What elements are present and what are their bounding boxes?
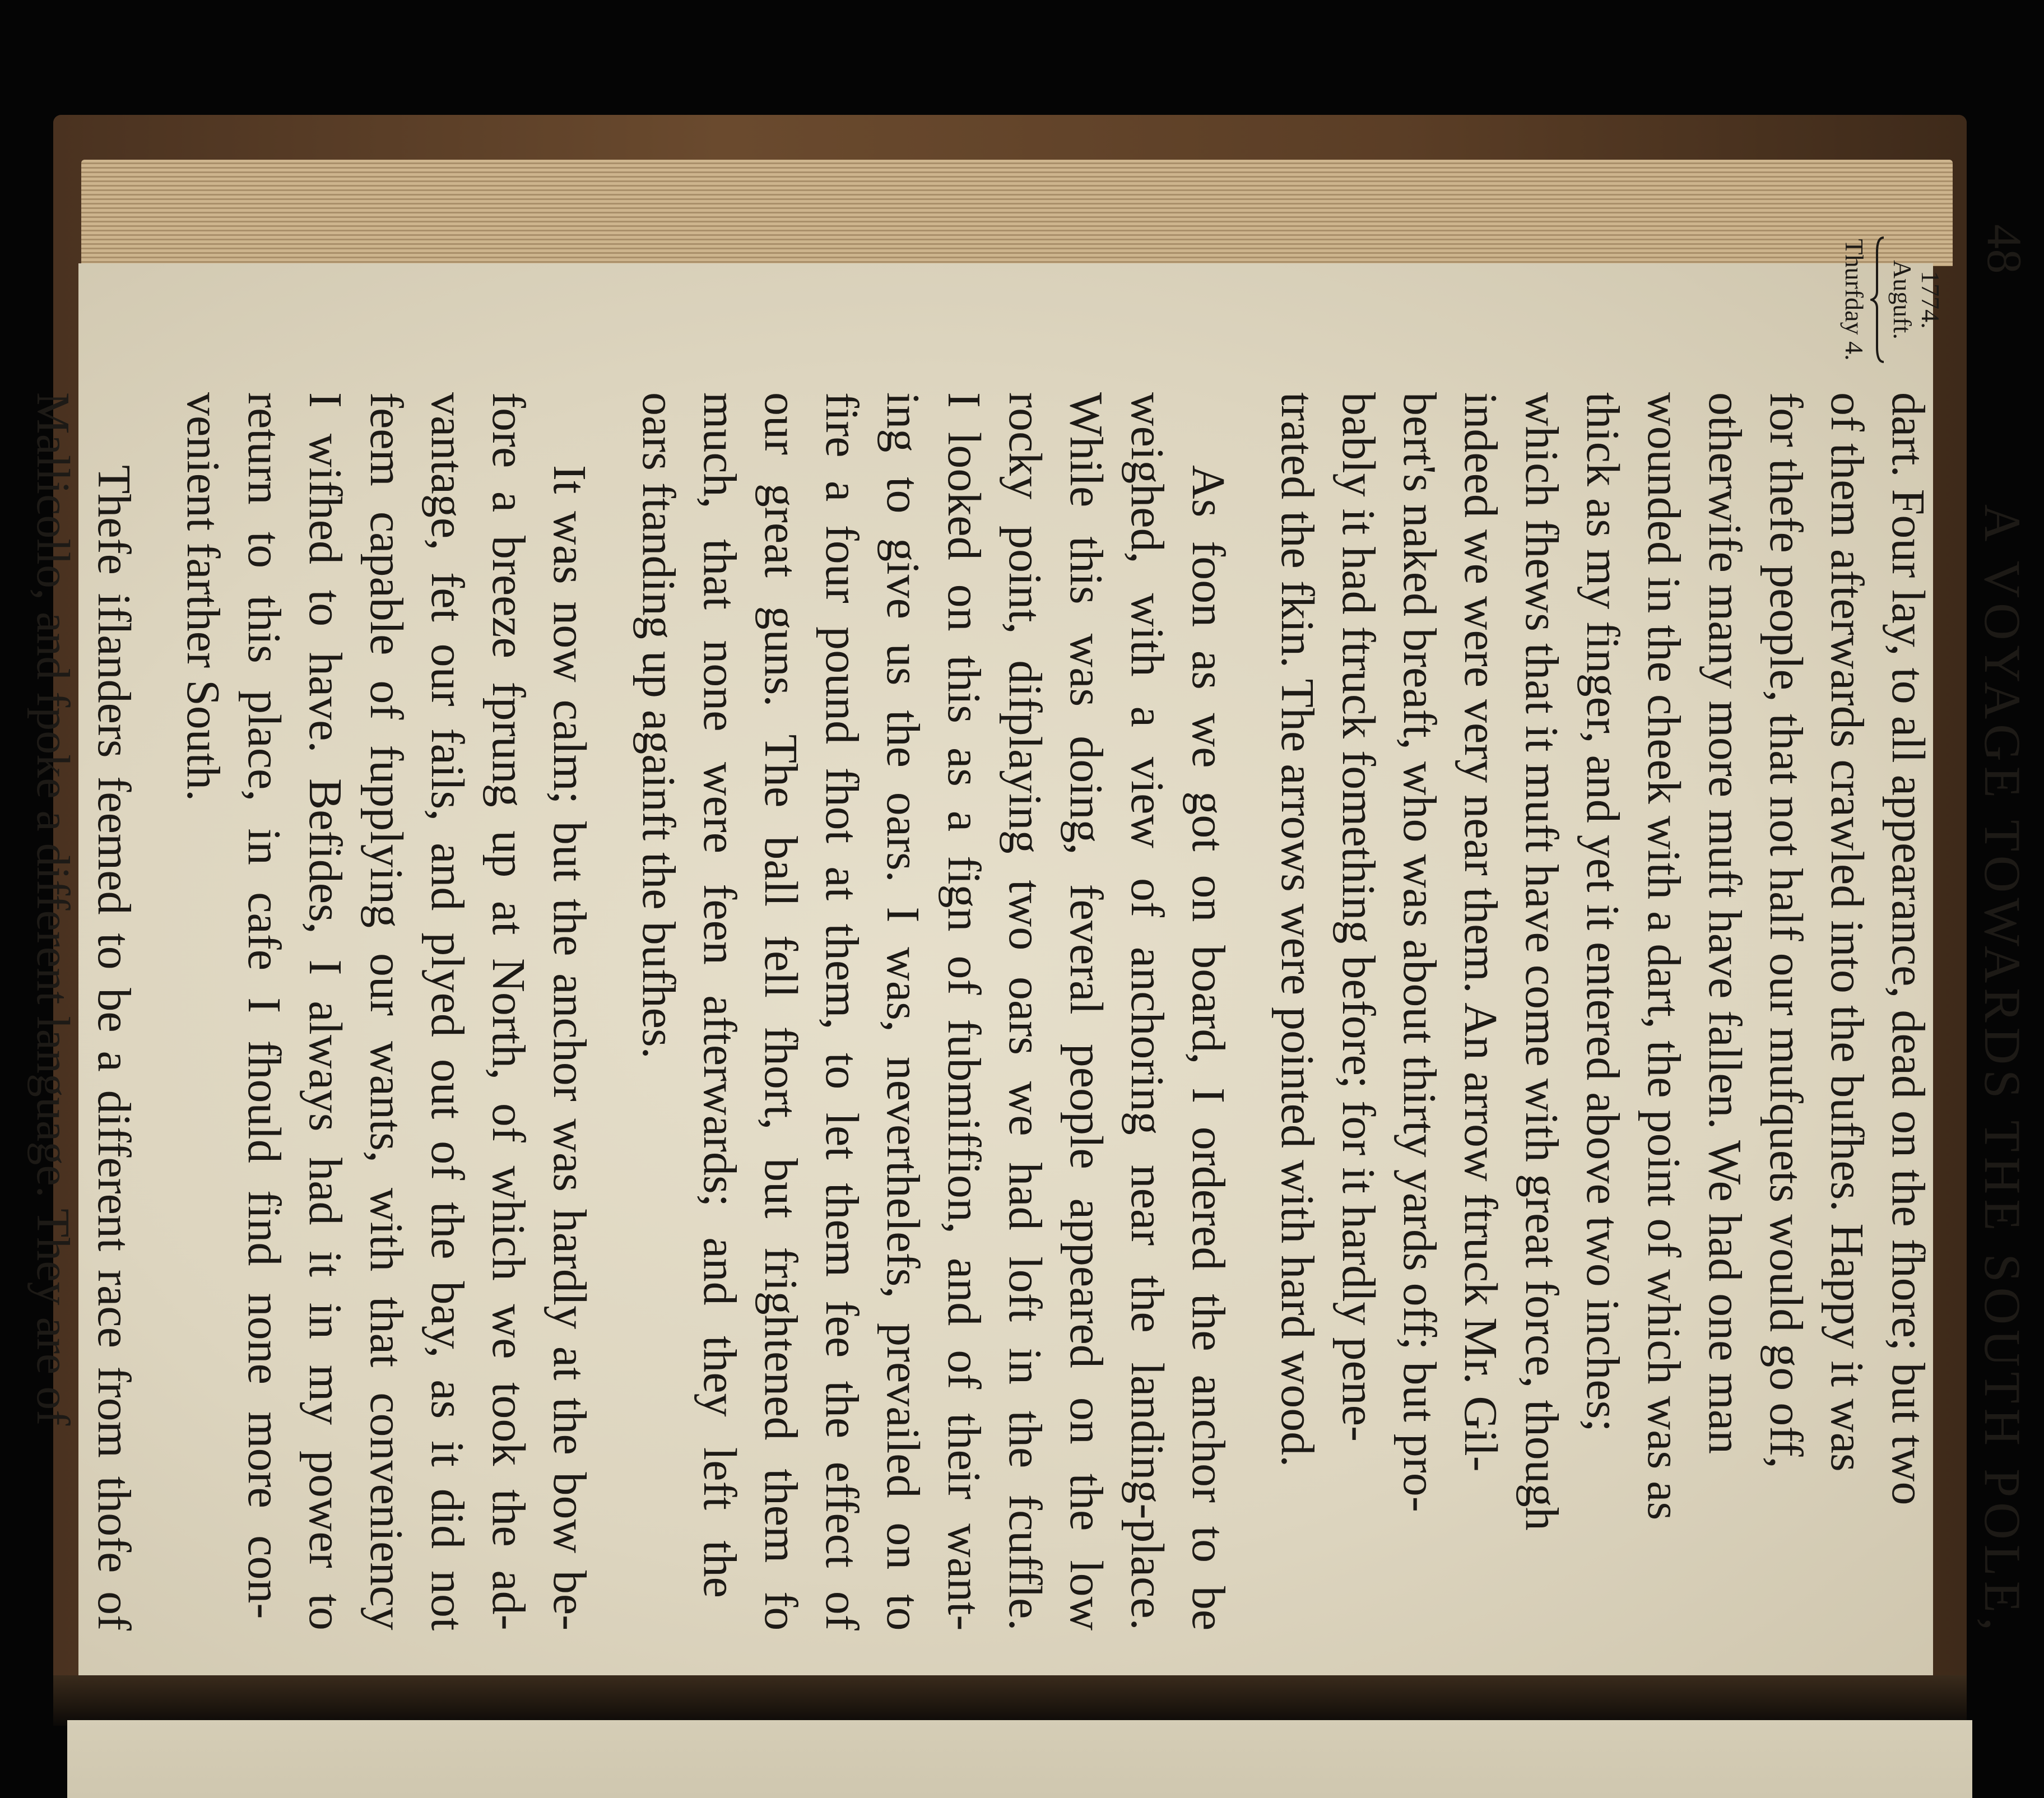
text-line: thick as my finger, and yet it entered above two inches;: [1577, 392, 1629, 1432]
text-line: feem capable of fupplying our wants, with that conveniency: [360, 392, 412, 1630]
rotated-text-layer: [27, 224, 2031, 1658]
text-line: rocky point, difplaying two oars we had loft in the fcuffle.: [999, 392, 1051, 1631]
side-note-day: Thurfday 4.: [1840, 239, 1869, 361]
page-number: 48: [1977, 224, 2031, 274]
text-line: As foon as we got on board, I ordered the anchor to be: [1182, 465, 1234, 1631]
text-line: bert's naked breaft, who was about thirty yards off; but pro-: [1393, 392, 1446, 1512]
text-line: trated the fkin. The arrows were pointed with hard wood.: [1271, 392, 1323, 1467]
text-line: fire a four pound fhot at them, to let them fee the effect of: [816, 392, 868, 1630]
side-note-month: Auguft.: [1888, 260, 1917, 340]
text-line: otherwife many more muft have fallen. We had one man: [1699, 392, 1751, 1455]
paragraph: [628, 224, 1239, 1631]
text-line: While this was doing, feveral people appeared on the low: [1060, 392, 1112, 1631]
side-note-year: 1774.: [1916, 271, 1945, 329]
text-line: ing to give us the oars. I was, neverthelefs, prevailed on to: [877, 392, 929, 1631]
text-line: vantage, fet our fails, and plyed out of the bay, as it did not: [421, 392, 473, 1631]
text-line: I looked on this as a fign of fubmiffion, and of their want-: [938, 392, 990, 1631]
text-line: much, that none were feen afterwards; and they left the: [694, 392, 746, 1598]
text-line: indeed we were very near them. An arrow ftruck Mr. Gil-: [1455, 392, 1507, 1472]
book-gutter: [53, 1675, 1967, 1726]
text-line: dart. Four lay, to all appearance, dead on the fhore; but two: [1882, 392, 1934, 1506]
text-line: weighed, with a view of anchoring near the landing-place.: [1121, 392, 1173, 1630]
running-head: A VOYAGE TOWARDS THE SOUTH POLE,: [1974, 504, 2031, 1636]
text-line: bably it had ftruck fomething before; for it hardly pene-: [1332, 392, 1385, 1442]
text-line: return to this place, in cafe I fhould find none more con-: [238, 392, 290, 1619]
text-line: of them afterwards crawled into the bufhes. Happy it was: [1821, 392, 1873, 1472]
text-line: our great guns. The ball fell fhort, but frightened them fo: [755, 392, 807, 1631]
text-line: for thefe people, that not half our mufquets would go off,: [1760, 392, 1812, 1469]
side-note: [1840, 224, 1944, 375]
text-line: venient farther South.: [177, 392, 229, 802]
brace-icon: [1870, 235, 1886, 364]
paragraph: [173, 224, 600, 1631]
text-line: I wifhed to have. Befides, I always had it in my power to: [299, 392, 351, 1630]
text-line: fore a breeze fprung up at North, of which we took the ad-: [482, 392, 535, 1630]
paragraph: [1267, 392, 1939, 1630]
text-line: Thefe iflanders feemed to be a different race from thofe of: [88, 465, 140, 1631]
text-line: It was now calm; but the anchor was hardly at the bow be-: [543, 465, 596, 1631]
facing-page: [67, 1720, 1972, 1798]
text-line: oars ftanding up againft the bufhes.: [633, 392, 685, 1059]
paragraph: [22, 224, 145, 1631]
text-line: which fhews that it muft have come with great force, though: [1516, 392, 1568, 1531]
text-line: Mallicollo, and fpoke a different language. They are of: [27, 392, 79, 1426]
text-line: wounded in the cheek with a dart, the point of which was as: [1638, 392, 1690, 1521]
